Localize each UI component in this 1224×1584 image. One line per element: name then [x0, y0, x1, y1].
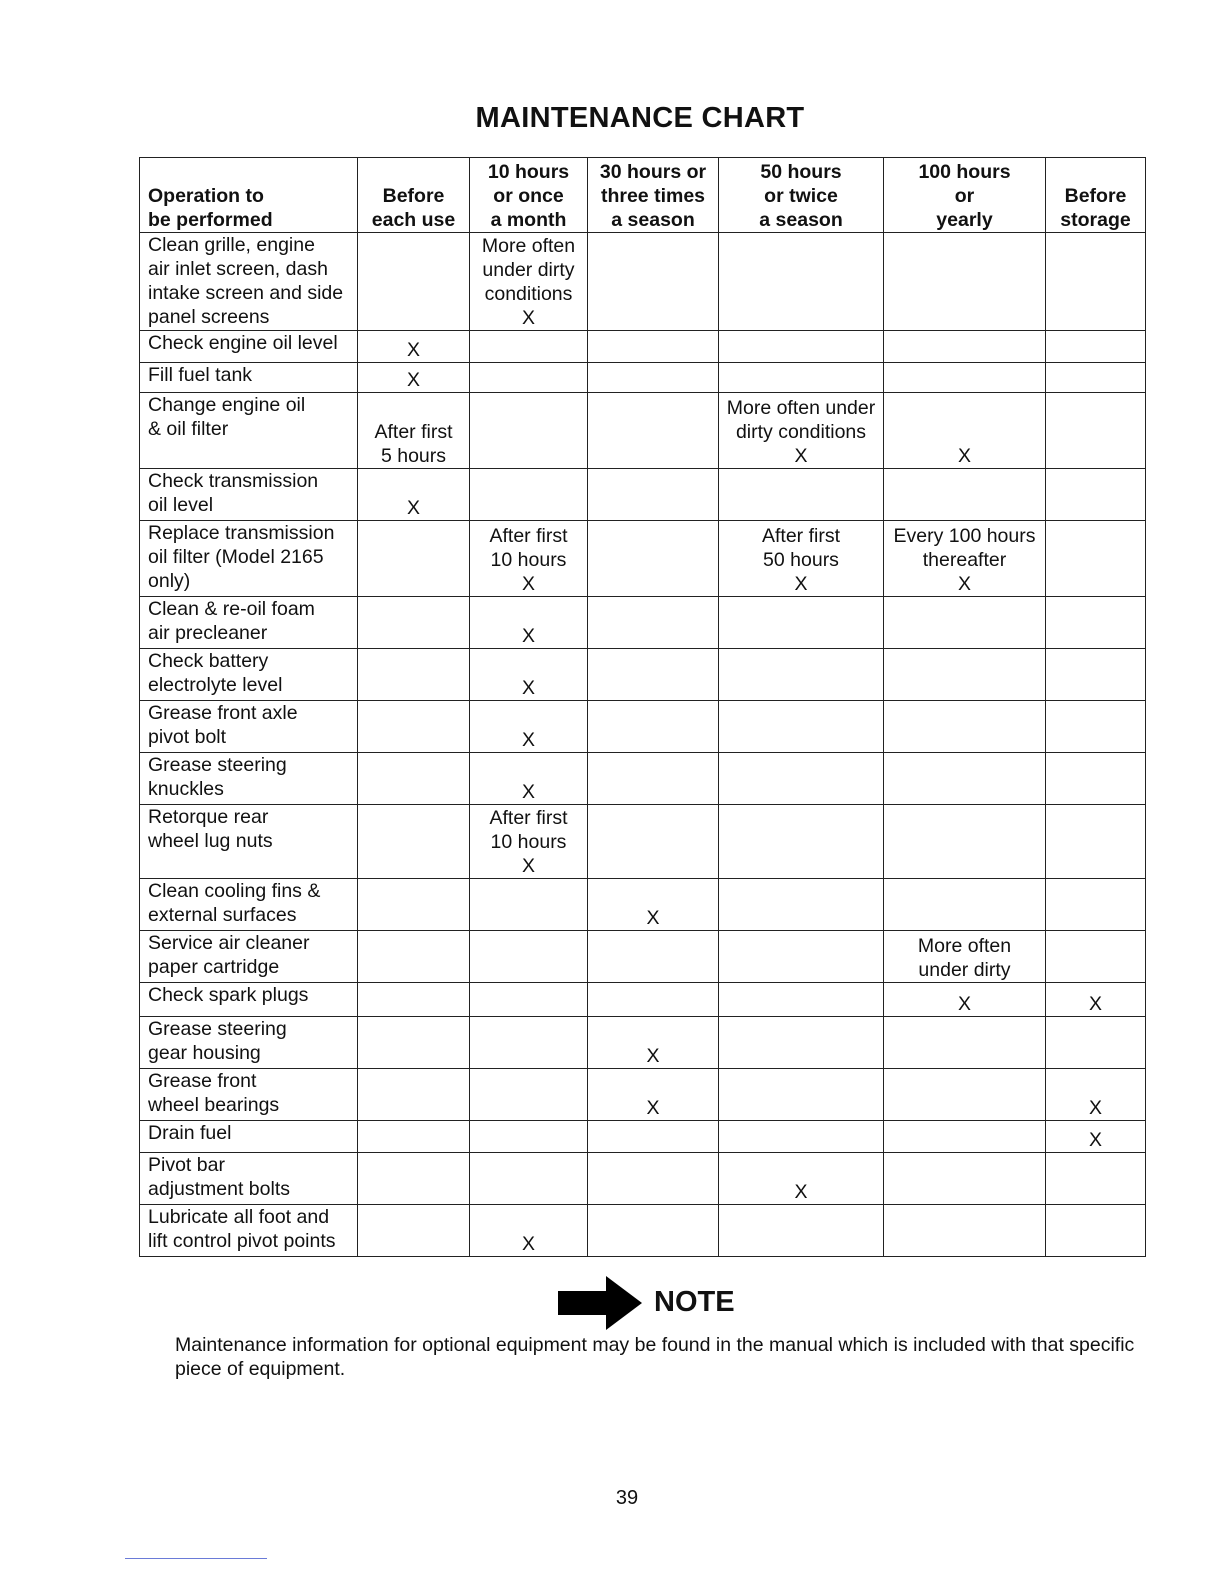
cell-operation: Pivot bar adjustment bolts	[140, 1153, 358, 1205]
cell-50-hours	[719, 1205, 884, 1257]
cell-100-hours: More often under dirty	[884, 931, 1046, 983]
cell-before-storage	[1046, 521, 1146, 597]
cell-before-storage	[1046, 1205, 1146, 1257]
cell-before-storage	[1046, 931, 1146, 983]
cell-before-each-use	[358, 1017, 470, 1069]
cell-before-storage	[1046, 1017, 1146, 1069]
cell-50-hours: More often under dirty conditions X	[719, 393, 884, 469]
cell-operation: Grease front axle pivot bolt	[140, 701, 358, 753]
cell-before-storage	[1046, 753, 1146, 805]
cell-10-hours	[470, 931, 588, 983]
cell-100-hours	[884, 331, 1046, 363]
cell-50-hours: X	[719, 1153, 884, 1205]
cell-30-hours	[588, 701, 719, 753]
note-label: NOTE	[654, 1286, 735, 1318]
header-before-storage: Before storage	[1046, 158, 1146, 233]
cell-10-hours: X	[470, 649, 588, 701]
cell-50-hours	[719, 805, 884, 879]
cell-before-storage	[1046, 469, 1146, 521]
cell-100-hours	[884, 1121, 1046, 1153]
cell-before-storage	[1046, 879, 1146, 931]
cell-before-storage: X	[1046, 1121, 1146, 1153]
cell-operation: Grease steering knuckles	[140, 753, 358, 805]
cell-100-hours	[884, 1205, 1046, 1257]
table-row	[140, 1153, 1146, 1205]
header-50-hours: 50 hours or twice a season	[719, 158, 884, 233]
cell-50-hours: After first 50 hours X	[719, 521, 884, 597]
cell-before-each-use	[358, 753, 470, 805]
table-row	[140, 753, 1146, 805]
cell-before-storage	[1046, 805, 1146, 879]
cell-30-hours	[588, 753, 719, 805]
cell-10-hours: X	[470, 1205, 588, 1257]
cell-operation: Clean grille, engine air inlet screen, dash intake screen and side panel screens	[140, 233, 358, 331]
cell-50-hours	[719, 879, 884, 931]
cell-before-each-use	[358, 805, 470, 879]
cell-10-hours: X	[470, 701, 588, 753]
cell-before-each-use: After first 5 hours	[358, 393, 470, 469]
table-row	[140, 233, 1146, 331]
cell-10-hours	[470, 1153, 588, 1205]
table-row	[140, 879, 1146, 931]
maintenance-table	[139, 157, 1146, 1257]
cell-operation: Check spark plugs	[140, 983, 358, 1017]
cell-before-each-use	[358, 649, 470, 701]
table-row	[140, 983, 1146, 1017]
cell-before-storage	[1046, 233, 1146, 331]
header-100-hours: 100 hours or yearly	[884, 158, 1046, 233]
cell-10-hours: After first 10 hours X	[470, 521, 588, 597]
cell-before-storage	[1046, 363, 1146, 393]
cell-30-hours	[588, 469, 719, 521]
cell-before-storage	[1046, 1153, 1146, 1205]
cell-operation: Lubricate all foot and lift control pivot points	[140, 1205, 358, 1257]
cell-before-storage	[1046, 701, 1146, 753]
cell-50-hours	[719, 363, 884, 393]
table-row	[140, 597, 1146, 649]
cell-before-each-use	[358, 597, 470, 649]
cell-100-hours	[884, 879, 1046, 931]
table-row	[140, 393, 1146, 469]
cell-before-each-use	[358, 1205, 470, 1257]
page-number: 39	[615, 1487, 639, 1509]
cell-before-each-use	[358, 233, 470, 331]
header-10-hours: 10 hours or once a month	[470, 158, 588, 233]
cell-10-hours	[470, 983, 588, 1017]
cell-100-hours: X	[884, 393, 1046, 469]
cell-50-hours	[719, 331, 884, 363]
cell-before-each-use	[358, 701, 470, 753]
cell-before-each-use	[358, 1121, 470, 1153]
cell-50-hours	[719, 469, 884, 521]
cell-before-storage	[1046, 649, 1146, 701]
cell-50-hours	[719, 1017, 884, 1069]
cell-30-hours	[588, 331, 719, 363]
cell-operation: Grease steering gear housing	[140, 1017, 358, 1069]
table-row	[140, 649, 1146, 701]
table-header-row	[140, 158, 1146, 233]
cell-30-hours	[588, 1121, 719, 1153]
cell-50-hours	[719, 1069, 884, 1121]
cell-100-hours	[884, 1153, 1046, 1205]
cell-30-hours	[588, 805, 719, 879]
table-body	[140, 233, 1146, 1257]
cell-before-each-use: X	[358, 331, 470, 363]
cell-before-each-use	[358, 931, 470, 983]
header-30-hours: 30 hours or three times a season	[588, 158, 719, 233]
cell-100-hours	[884, 233, 1046, 331]
cell-before-storage: X	[1046, 1069, 1146, 1121]
table-row	[140, 805, 1146, 879]
cell-100-hours	[884, 597, 1046, 649]
cell-30-hours	[588, 597, 719, 649]
cell-before-each-use	[358, 983, 470, 1017]
cell-30-hours	[588, 521, 719, 597]
table-row	[140, 363, 1146, 393]
cell-operation: Check battery electrolyte level	[140, 649, 358, 701]
cell-operation: Check engine oil level	[140, 331, 358, 363]
table-row	[140, 1205, 1146, 1257]
cell-30-hours	[588, 649, 719, 701]
cell-10-hours	[470, 363, 588, 393]
table-row	[140, 701, 1146, 753]
cell-100-hours	[884, 1017, 1046, 1069]
cell-10-hours: X	[470, 597, 588, 649]
cell-before-storage	[1046, 393, 1146, 469]
cell-operation: Service air cleaner paper cartridge	[140, 931, 358, 983]
header-before-each-use: Before each use	[358, 158, 470, 233]
cell-operation: Change engine oil & oil filter	[140, 393, 358, 469]
cell-10-hours	[470, 1017, 588, 1069]
cell-100-hours	[884, 469, 1046, 521]
cell-100-hours	[884, 753, 1046, 805]
cell-before-each-use	[358, 521, 470, 597]
cell-50-hours	[719, 649, 884, 701]
cell-100-hours: X	[884, 983, 1046, 1017]
cell-100-hours	[884, 701, 1046, 753]
cell-before-each-use: X	[358, 469, 470, 521]
cell-30-hours	[588, 1153, 719, 1205]
cell-before-each-use: X	[358, 363, 470, 393]
cell-before-storage: X	[1046, 983, 1146, 1017]
cell-100-hours	[884, 363, 1046, 393]
cell-50-hours	[719, 931, 884, 983]
cell-50-hours	[719, 753, 884, 805]
cell-100-hours	[884, 805, 1046, 879]
arrow-right-icon	[556, 1276, 646, 1330]
table-row	[140, 1069, 1146, 1121]
table-row	[140, 521, 1146, 597]
cell-30-hours	[588, 1205, 719, 1257]
cell-50-hours	[719, 1121, 884, 1153]
cell-100-hours	[884, 1069, 1046, 1121]
note-text: Maintenance information for optional equipment may be found in the manual which is included with that specific piece of equipment.	[175, 1334, 1135, 1380]
cell-100-hours	[884, 649, 1046, 701]
cell-before-each-use	[358, 879, 470, 931]
cell-50-hours	[719, 983, 884, 1017]
cell-before-storage	[1046, 331, 1146, 363]
bottom-rule	[125, 1558, 267, 1559]
note-heading	[556, 1276, 796, 1330]
cell-operation: Fill fuel tank	[140, 363, 358, 393]
cell-50-hours	[719, 597, 884, 649]
table-row	[140, 331, 1146, 363]
cell-10-hours	[470, 469, 588, 521]
cell-30-hours	[588, 393, 719, 469]
cell-before-each-use	[358, 1153, 470, 1205]
cell-10-hours: After first 10 hours X	[470, 805, 588, 879]
cell-50-hours	[719, 701, 884, 753]
cell-10-hours	[470, 331, 588, 363]
cell-30-hours	[588, 931, 719, 983]
cell-operation: Clean & re-oil foam air precleaner	[140, 597, 358, 649]
cell-before-storage	[1046, 597, 1146, 649]
cell-10-hours	[470, 879, 588, 931]
cell-30-hours	[588, 233, 719, 331]
cell-10-hours	[470, 1121, 588, 1153]
table-row	[140, 469, 1146, 521]
cell-30-hours: X	[588, 879, 719, 931]
cell-30-hours	[588, 363, 719, 393]
table-row	[140, 931, 1146, 983]
cell-operation: Retorque rear wheel lug nuts	[140, 805, 358, 879]
cell-10-hours: More often under dirty conditions X	[470, 233, 588, 331]
cell-50-hours	[719, 233, 884, 331]
header-operation: Operation to be performed	[140, 158, 358, 233]
cell-10-hours	[470, 393, 588, 469]
cell-10-hours	[470, 1069, 588, 1121]
table-row	[140, 1017, 1146, 1069]
cell-operation: Drain fuel	[140, 1121, 358, 1153]
page-title: MAINTENANCE CHART	[475, 102, 805, 134]
cell-operation: Clean cooling fins & external surfaces	[140, 879, 358, 931]
cell-before-each-use	[358, 1069, 470, 1121]
table-row	[140, 1121, 1146, 1153]
cell-10-hours: X	[470, 753, 588, 805]
cell-30-hours	[588, 983, 719, 1017]
cell-100-hours: Every 100 hours thereafter X	[884, 521, 1046, 597]
cell-30-hours: X	[588, 1069, 719, 1121]
cell-operation: Replace transmission oil filter (Model 2165 only)	[140, 521, 358, 597]
cell-operation: Grease front wheel bearings	[140, 1069, 358, 1121]
cell-operation: Check transmission oil level	[140, 469, 358, 521]
cell-30-hours: X	[588, 1017, 719, 1069]
